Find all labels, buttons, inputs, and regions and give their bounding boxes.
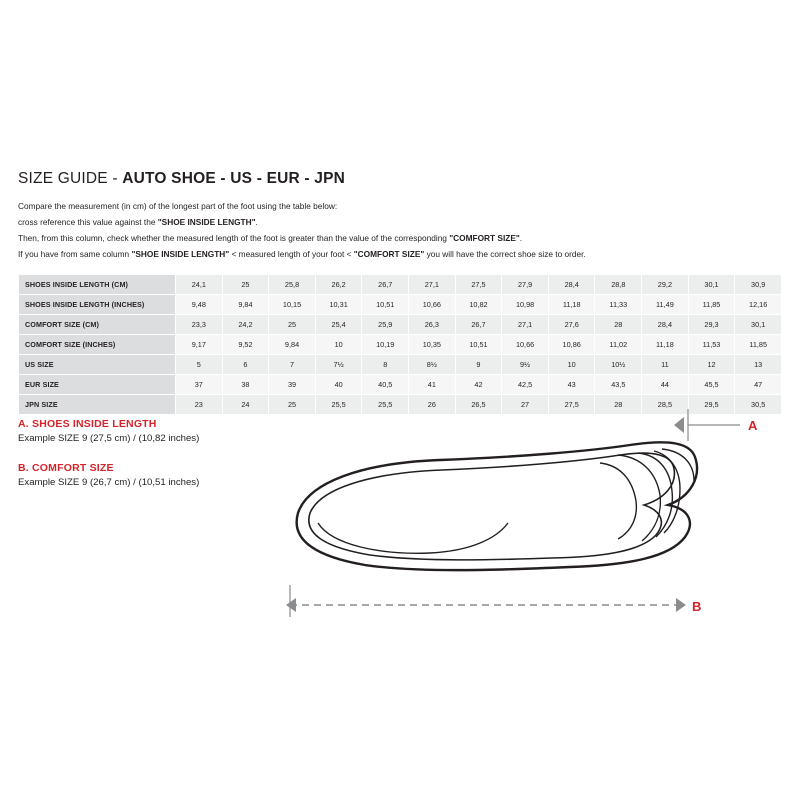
table-cell: 10,35: [409, 335, 456, 355]
table-cell: 24: [222, 395, 269, 415]
table-cell: 26,7: [362, 275, 409, 295]
table-row-header: COMFORT SIZE (INCHES): [19, 335, 176, 355]
table-cell: 29,5: [688, 395, 735, 415]
table-cell: 25: [222, 275, 269, 295]
table-cell: 9,84: [269, 335, 316, 355]
intro-line-2-b: "SHOE INSIDE LENGTH": [157, 217, 256, 228]
table-cell: 9,48: [176, 295, 223, 315]
foot-diagram: [270, 405, 770, 655]
table-cell: 25,5: [362, 395, 409, 415]
table-cell: 26,5: [455, 395, 502, 415]
table-cell: 27,6: [548, 315, 595, 335]
table-cell: 10,51: [455, 335, 502, 355]
table-cell: 11,18: [642, 335, 689, 355]
table-cell: 11,02: [595, 335, 642, 355]
table-cell: 9,84: [222, 295, 269, 315]
intro-line-3: [18, 232, 782, 244]
table-cell: 11,33: [595, 295, 642, 315]
table-cell: 23,3: [176, 315, 223, 335]
page-title-separator: -: [107, 170, 123, 187]
table-cell: 28: [595, 315, 642, 335]
table-cell: 27,5: [548, 395, 595, 415]
table-cell: 11,85: [688, 295, 735, 315]
table-row: [19, 355, 782, 375]
table-row-header: JPN SIZE: [19, 395, 176, 415]
table-cell: 11,85: [735, 335, 782, 355]
table-cell: 45,5: [688, 375, 735, 395]
table-cell: 26,2: [315, 275, 362, 295]
table-cell: 10,19: [362, 335, 409, 355]
table-cell: 11: [642, 355, 689, 375]
table-cell: 28,4: [548, 275, 595, 295]
intro-line-4-e: you will have the correct shoe size to order.: [424, 249, 586, 260]
table-cell: 10,51: [362, 295, 409, 315]
table-cell: 25,5: [315, 395, 362, 415]
table-cell: 37: [176, 375, 223, 395]
table-cell: 8½: [409, 355, 456, 375]
table-cell: 26,3: [409, 315, 456, 335]
table-cell: 8: [362, 355, 409, 375]
table-cell: 13: [735, 355, 782, 375]
table-cell: 12: [688, 355, 735, 375]
legend-a-title: A. SHOES INSIDE LENGTH: [18, 418, 157, 430]
table-cell: 40: [315, 375, 362, 395]
table-cell: 11,49: [642, 295, 689, 315]
table-cell: 43: [548, 375, 595, 395]
table-cell: 43,5: [595, 375, 642, 395]
table-cell: 7: [269, 355, 316, 375]
legend-b-title: B. COMFORT SIZE: [18, 462, 114, 474]
table-cell: 10½: [595, 355, 642, 375]
table-row: [19, 335, 782, 355]
table-cell: 10,15: [269, 295, 316, 315]
table-cell: 10,66: [502, 335, 549, 355]
intro-line-4: [18, 248, 782, 260]
intro-line-2-c: .: [255, 217, 258, 228]
table-cell: 11,18: [548, 295, 595, 315]
table-cell: 25,8: [269, 275, 316, 295]
intro-line-4-c: < measured length of your foot <: [229, 249, 354, 260]
table-cell: 25,9: [362, 315, 409, 335]
table-cell: 9: [455, 355, 502, 375]
table-cell: 7½: [315, 355, 362, 375]
table-cell: 9½: [502, 355, 549, 375]
table-cell: 10,86: [548, 335, 595, 355]
table-row-header: EUR SIZE: [19, 375, 176, 395]
table-cell: 30,1: [688, 275, 735, 295]
table-row: [19, 315, 782, 335]
table-cell: 28,4: [642, 315, 689, 335]
measure-a-arrow: [674, 417, 684, 433]
intro-line-1: [18, 200, 782, 212]
table-cell: 10: [315, 335, 362, 355]
table-cell: 10,82: [455, 295, 502, 315]
table-cell: 40,5: [362, 375, 409, 395]
legend-block: [18, 418, 288, 506]
table-cell: 10,98: [502, 295, 549, 315]
content-block: [18, 170, 782, 415]
measure-b-label: B: [692, 599, 702, 614]
intro-text: [18, 200, 782, 260]
table-cell: 9,17: [176, 335, 223, 355]
table-cell: 28,8: [595, 275, 642, 295]
table-cell: 39: [269, 375, 316, 395]
table-cell: 30,9: [735, 275, 782, 295]
intro-line-3-b: "COMFORT SIZE": [449, 233, 520, 244]
table-cell: 30,1: [735, 315, 782, 335]
table-cell: 23: [176, 395, 223, 415]
table-row: [19, 295, 782, 315]
table-row-header: COMFORT SIZE (CM): [19, 315, 176, 335]
table-cell: 26,7: [455, 315, 502, 335]
table-row: [19, 275, 782, 295]
table-cell: 30,5: [735, 395, 782, 415]
page-title: [18, 170, 782, 188]
table-row: [19, 375, 782, 395]
table-row-header: SHOES INSIDE LENGTH (CM): [19, 275, 176, 295]
table-cell: 27,1: [409, 275, 456, 295]
measure-b-right-arrow: [676, 598, 686, 612]
measure-b-left-arrow: [286, 598, 296, 612]
table-cell: 27: [502, 395, 549, 415]
table-cell: 29,2: [642, 275, 689, 295]
table-cell: 24,1: [176, 275, 223, 295]
table-cell: 28: [595, 395, 642, 415]
table-cell: 25,4: [315, 315, 362, 335]
table-cell: 27,5: [455, 275, 502, 295]
table-cell: 42,5: [502, 375, 549, 395]
table-cell: 10,66: [409, 295, 456, 315]
table-row-header: US SIZE: [19, 355, 176, 375]
table-row-header: SHOES INSIDE LENGTH (INCHES): [19, 295, 176, 315]
size-table: [18, 274, 782, 415]
foot-diagram-svg: [270, 405, 770, 655]
page-title-strong: AUTO SHOE - US - EUR - JPN: [122, 170, 346, 187]
table-cell: 24,2: [222, 315, 269, 335]
intro-line-2: [18, 216, 782, 228]
table-cell: 10,31: [315, 295, 362, 315]
intro-line-4-d: "COMFORT SIZE": [353, 249, 425, 260]
table-cell: 12,16: [735, 295, 782, 315]
table-cell: 25: [269, 395, 316, 415]
table-cell: 29,3: [688, 315, 735, 335]
intro-line-3-a: Then, from this column, check whether the measured length of the foot is greater than the value of the corresponding: [18, 233, 450, 244]
table-cell: 25: [269, 315, 316, 335]
page-title-prefix: SIZE GUIDE: [18, 170, 108, 187]
measure-a-label: A: [748, 418, 758, 433]
legend-a-text: Example SIZE 9 (27,5 cm) / (10,82 inches): [18, 433, 200, 444]
table-cell: 47: [735, 375, 782, 395]
table-cell: 6: [222, 355, 269, 375]
table-cell: 38: [222, 375, 269, 395]
table-cell: 10: [548, 355, 595, 375]
table-cell: 26: [409, 395, 456, 415]
intro-line-2-a: cross reference this value against the: [18, 217, 158, 228]
intro-line-4-b: "SHOE INSIDE LENGTH": [131, 249, 230, 260]
table-cell: 42: [455, 375, 502, 395]
intro-line-3-c: .: [519, 233, 523, 244]
table-cell: 27,9: [502, 275, 549, 295]
table-cell: 9,52: [222, 335, 269, 355]
table-cell: 28,5: [642, 395, 689, 415]
intro-line-1-text: Compare the measurement (in cm) of the longest part of the foot using the table below:: [18, 201, 338, 211]
table-cell: 27,1: [502, 315, 549, 335]
size-table-body: [19, 275, 782, 415]
intro-line-4-a: If you have from same column: [18, 249, 132, 260]
table-cell: 44: [642, 375, 689, 395]
table-cell: 41: [409, 375, 456, 395]
legend-b-text: Example SIZE 9 (26,7 cm) / (10,51 inches): [18, 477, 200, 488]
table-cell: 11,53: [688, 335, 735, 355]
table-cell: 5: [176, 355, 223, 375]
